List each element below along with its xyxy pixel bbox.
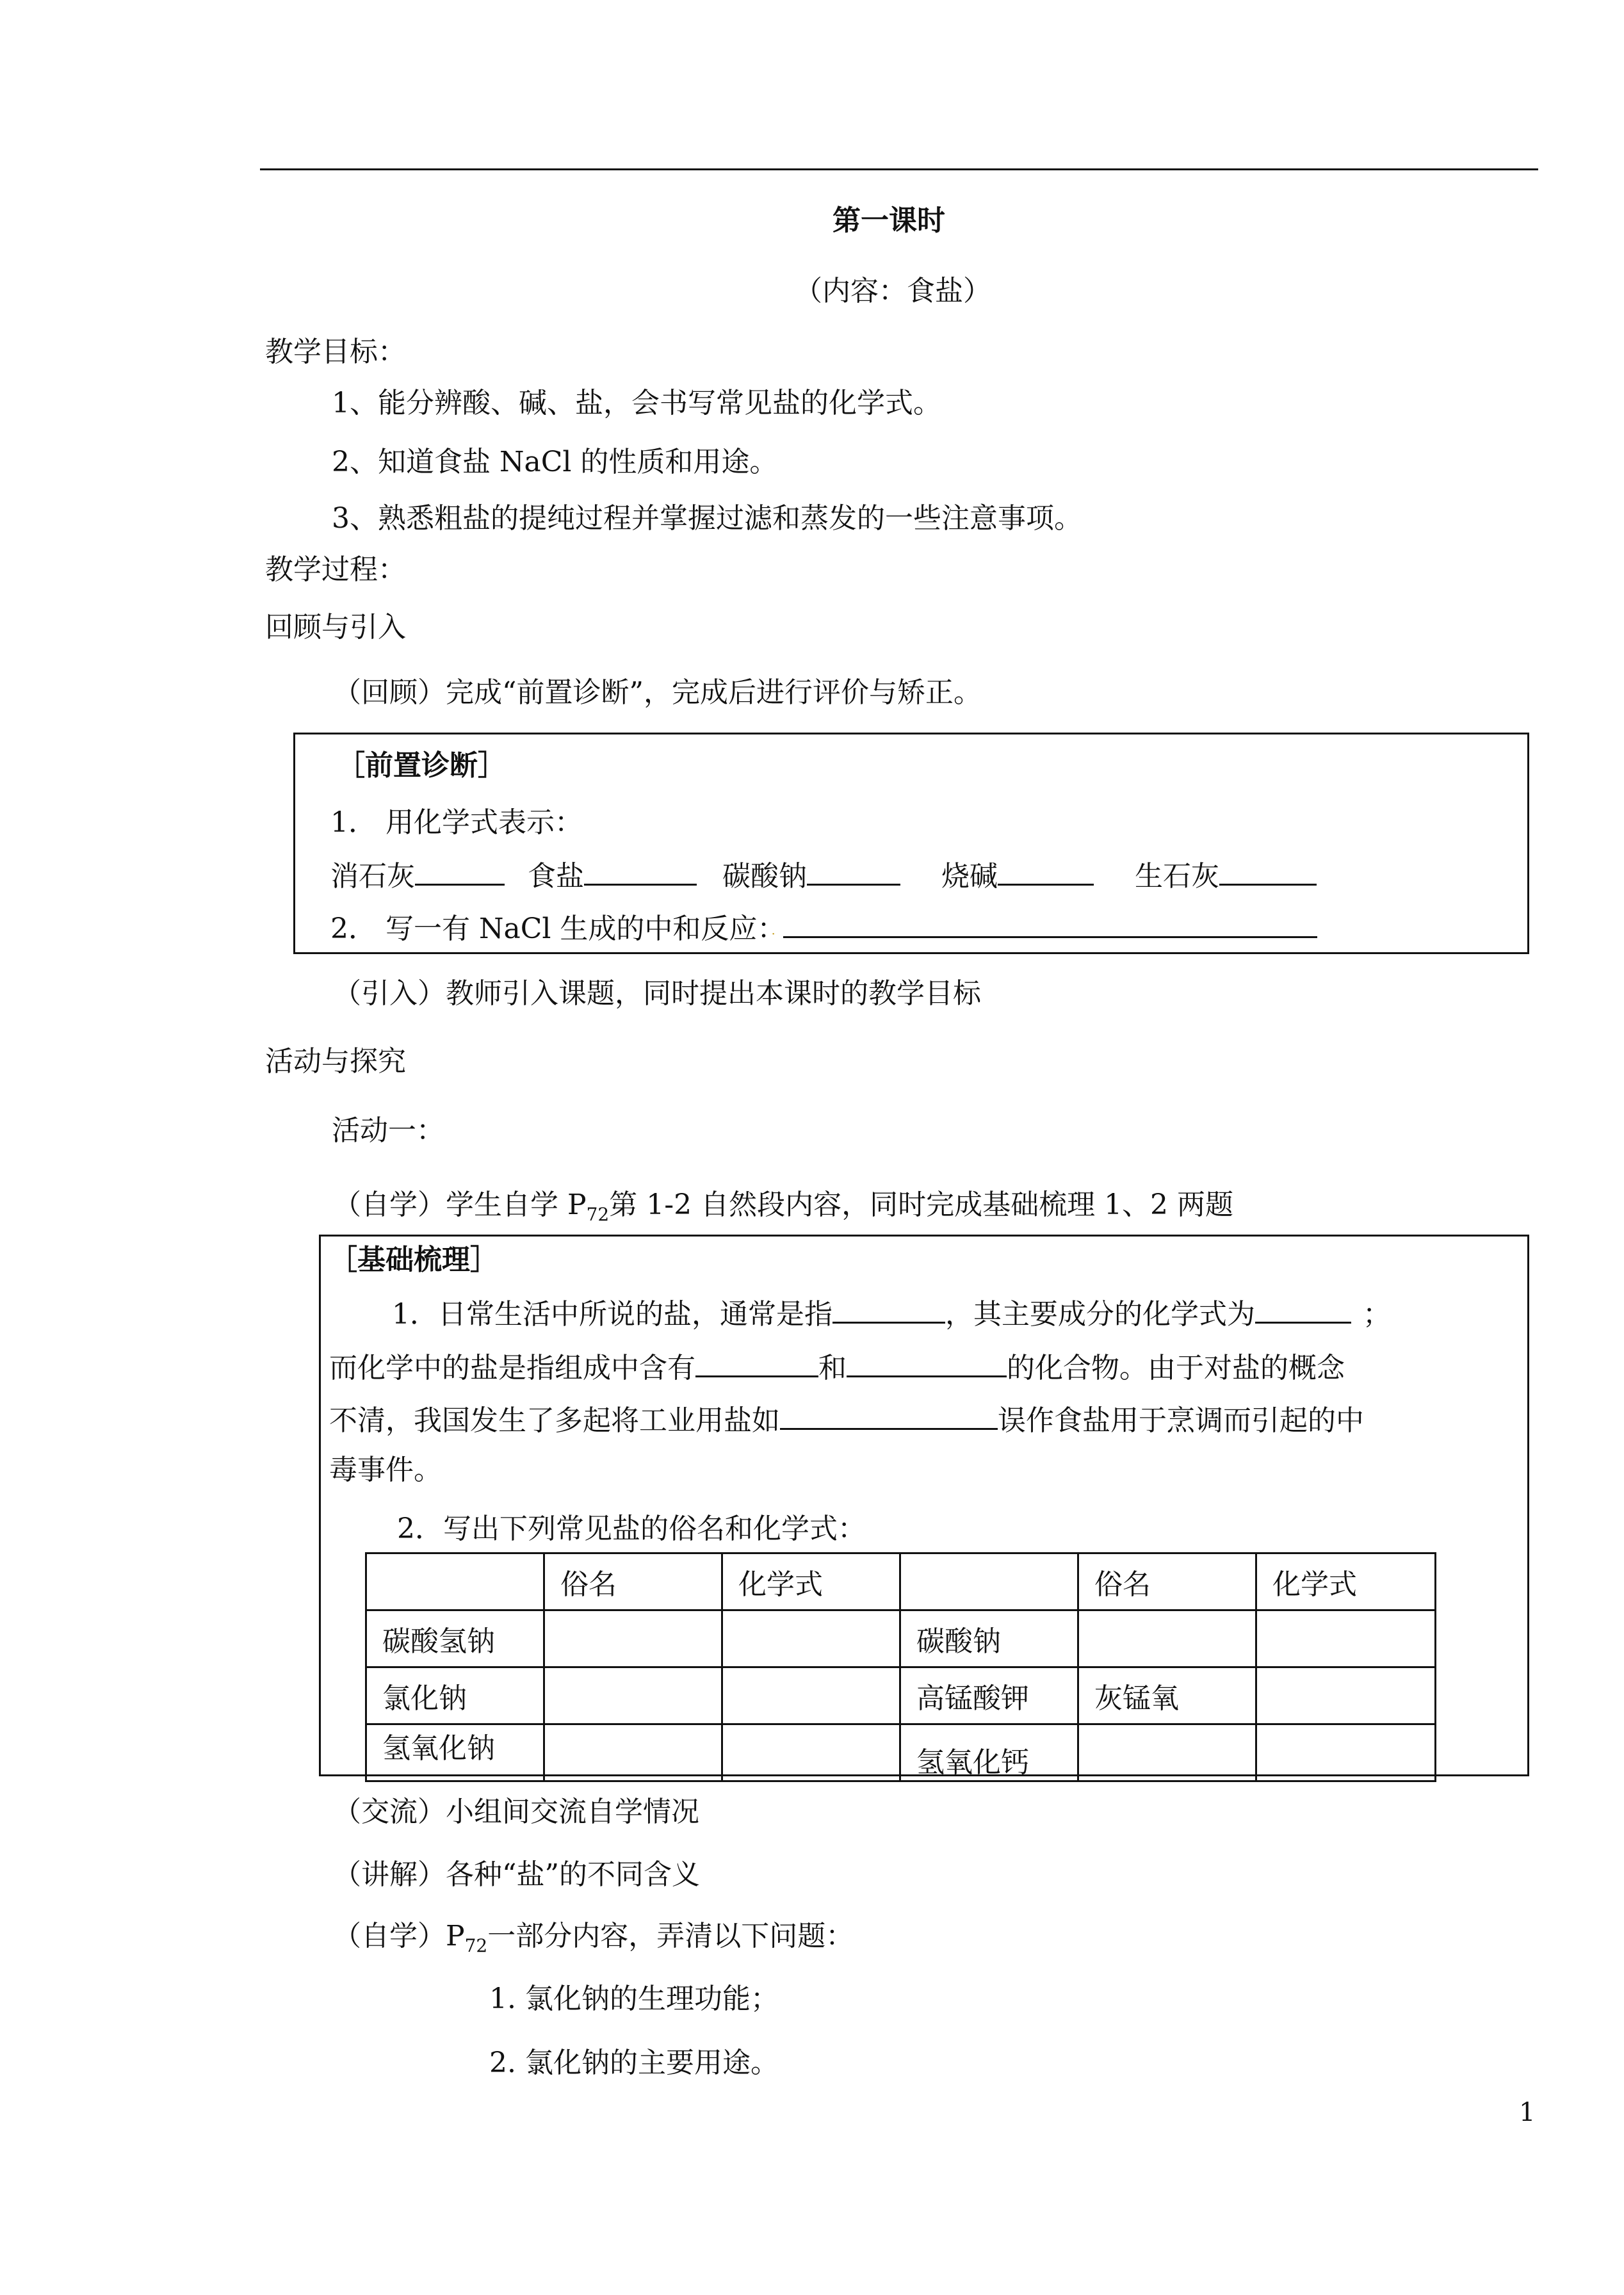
salt-table — [365, 1552, 1436, 1782]
objective-item: 2、知道食盐 NaCl 的性质和用途。 — [332, 446, 778, 478]
page-number: 1 — [1519, 2098, 1536, 2127]
table-header-row — [366, 1553, 1436, 1610]
answer-blank[interactable] — [807, 856, 900, 886]
selfstudy-text: （自学）P — [333, 1920, 465, 1952]
table-header-cell: 俗名 — [1078, 1553, 1256, 1610]
basics-text: 误作食盐用于烹调而引起的中 — [998, 1404, 1364, 1437]
basics-q2: 2．写出下列常见盐的俗名和化学式： — [397, 1512, 866, 1545]
answer-blank[interactable] — [1255, 1293, 1351, 1324]
answer-blank[interactable] — [780, 1400, 998, 1430]
common-name-cell[interactable] — [544, 1667, 722, 1724]
common-name-cell[interactable] — [544, 1610, 722, 1667]
fill-label: 消石灰 — [330, 860, 415, 893]
table-header-cell — [900, 1553, 1078, 1610]
answer-blank[interactable] — [847, 1347, 1007, 1377]
objective-item: 3、熟悉粗盐的提纯过程并掌握过滤和蒸发的一些注意事项。 — [332, 502, 1082, 535]
formula-cell[interactable] — [1256, 1667, 1436, 1724]
fill-label: 烧碱 — [941, 860, 998, 893]
table-row — [366, 1610, 1436, 1667]
selfstudy-text: 础梳理 1、2 两题 — [1011, 1188, 1234, 1221]
formula-cell[interactable] — [1256, 1610, 1436, 1667]
annotation-dot: · — [771, 926, 775, 941]
table-row — [366, 1724, 1436, 1781]
answer-blank[interactable] — [1219, 856, 1317, 886]
basics-text: 1．日常生活中所说的盐，通常是指 — [392, 1298, 832, 1331]
activity-one: 活动一： — [332, 1114, 444, 1147]
page-ref-sub: 72 — [464, 1935, 488, 1956]
diagnosis-q2: 2． 写一有 NaCl 生成的中和反应： — [330, 912, 772, 945]
selfstudy-text: -2 自然段内容，同时完成基 — [664, 1188, 1011, 1221]
formula-cell[interactable] — [722, 1667, 900, 1724]
question-item: 2. 氯化钠的主要用途。 — [489, 2047, 779, 2079]
formula-cell[interactable] — [1256, 1724, 1436, 1781]
answer-blank[interactable] — [998, 856, 1094, 886]
table-header-cell: 化学式 — [1256, 1553, 1436, 1610]
fill-label: 食盐 — [528, 860, 584, 893]
table-header-cell: 化学式 — [722, 1553, 900, 1610]
formula-cell[interactable] — [722, 1724, 900, 1781]
answer-blank[interactable] — [695, 1347, 818, 1377]
salt-name-cell: 碳酸钠 — [900, 1610, 1078, 1667]
explain-text: （讲解）各种“盐”的不同含义 — [333, 1858, 700, 1891]
basics-text: ，其主要成分的化学式为 — [945, 1298, 1255, 1331]
page-ref-sub: 72 — [586, 1204, 610, 1225]
basics-line — [392, 1293, 1391, 1334]
basics-heading: ［基础梳理］ — [329, 1244, 498, 1276]
intro-text: （引入）教师引入课题，同时提出本课时的教学目标 — [333, 977, 981, 1010]
salt-name-cell: 氢氧化钙 — [900, 1724, 1078, 1781]
answer-blank[interactable] — [783, 908, 1317, 938]
basics-text: ； — [1363, 1298, 1391, 1331]
common-name-cell[interactable] — [544, 1724, 722, 1781]
activity-heading: 活动与探究 — [265, 1045, 406, 1078]
common-name-cell[interactable] — [1078, 1724, 1256, 1781]
page-title: 第一课时 — [832, 204, 945, 237]
formula-cell[interactable] — [722, 1610, 900, 1667]
basics-text: 而化学中的盐是指组成中含有 — [329, 1352, 695, 1384]
exchange-text: （交流）小组间交流自学情况 — [333, 1796, 699, 1828]
basics-text: 不清，我国发生了多起将工业用盐如 — [329, 1404, 780, 1437]
objective-item: 1、能分辨酸、碱、盐，会书写常见盐的化学式。 — [332, 387, 941, 419]
salt-name-cell: 氯化钠 — [366, 1667, 544, 1724]
basics-line: 毒事件。 — [329, 1454, 442, 1486]
selfstudy-line-2 — [333, 1917, 854, 1965]
question-item: 1. 氯化钠的生理功能； — [489, 1983, 779, 2015]
common-name-cell[interactable] — [1078, 1610, 1256, 1667]
basics-line — [329, 1347, 1345, 1388]
common-name-cell: 灰锰氧 — [1078, 1667, 1256, 1724]
answer-blank[interactable] — [415, 856, 505, 886]
table-header-cell — [366, 1553, 544, 1610]
review-text: （回顾）完成“前置诊断”，完成后进行评价与矫正。 — [333, 676, 982, 709]
process-heading: 教学过程： — [265, 553, 406, 586]
selfstudy-text: （自学）学生自学 P — [333, 1188, 587, 1221]
selfstudy-line — [333, 1186, 1233, 1234]
basics-text: 的化合物。由于对盐的概念 — [1007, 1352, 1345, 1384]
basics-line — [329, 1400, 1364, 1440]
salt-name-cell: 高锰酸钾 — [900, 1667, 1078, 1724]
table-header-cell: 俗名 — [544, 1553, 722, 1610]
salt-name-cell: 氢氧化钠 — [366, 1724, 544, 1781]
diagnosis-q2-row — [330, 908, 1317, 953]
selfstudy-text: 第 1 — [609, 1188, 665, 1221]
selfstudy-text: 一部分内容，弄清以下问题： — [487, 1920, 854, 1952]
basics-text: 和 — [818, 1352, 847, 1384]
page-subtitle: （内容：食盐） — [794, 275, 991, 307]
objectives-heading: 教学目标： — [265, 336, 406, 368]
answer-blank[interactable] — [832, 1293, 945, 1324]
fill-label: 生石灰 — [1135, 860, 1219, 893]
fill-label: 碳酸钠 — [722, 860, 807, 893]
answer-blank[interactable] — [584, 856, 697, 886]
diagnosis-q1: 1． 用化学式表示： — [330, 806, 583, 839]
header-rule — [260, 168, 1538, 170]
table-row — [366, 1667, 1436, 1724]
review-heading: 回顾与引入 — [265, 611, 406, 644]
diagnosis-fill-row — [330, 856, 1317, 896]
salt-name-cell: 碳酸氢钠 — [366, 1610, 544, 1667]
diagnosis-heading: ［前置诊断］ — [337, 749, 506, 782]
